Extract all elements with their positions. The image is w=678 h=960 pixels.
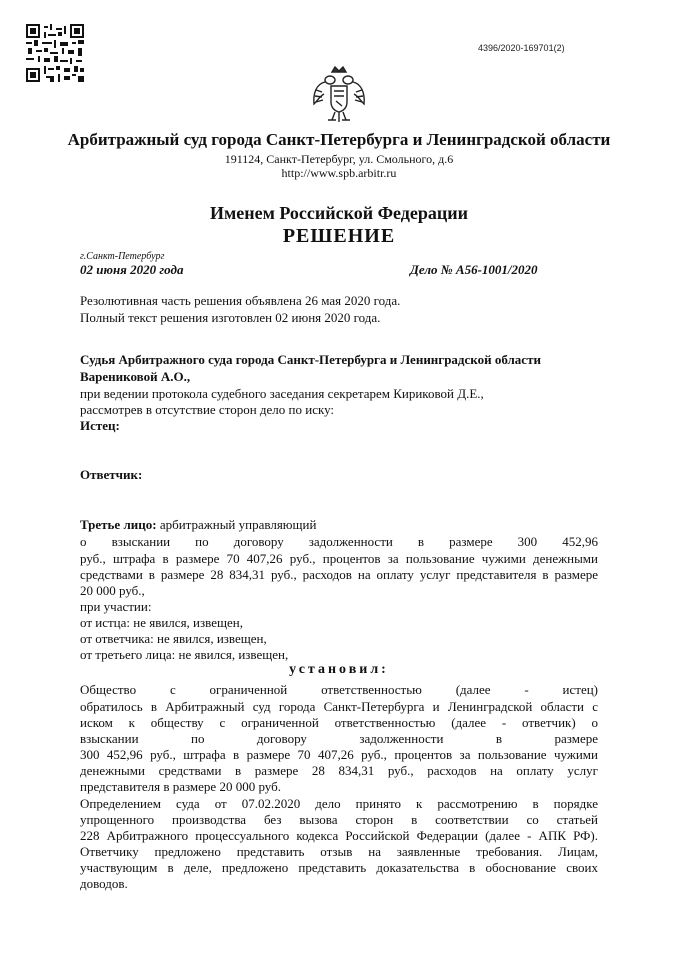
established-heading: установил:: [289, 662, 389, 677]
secretary-line: при ведении протокола судебного заседания секретарем Кириковой Д.Е.,: [80, 386, 484, 401]
participation-line: от третьего лица: не явился, извещен,: [80, 647, 289, 662]
body-line: представителя в размере 20 000 руб.: [80, 779, 281, 794]
body-line: упрощенного производства без вызова сторон в соответствии со статьей: [80, 812, 598, 827]
qr-code-icon: [26, 24, 84, 82]
body-line: Общество с ограниченной ответственностью (далее - истец): [80, 682, 598, 697]
decision-date: 02 июня 2020 года: [80, 262, 184, 277]
body-line: Определением суда от 07.02.2020 дело принято к рассмотрению в порядке: [80, 796, 598, 811]
body-line: доводов.: [80, 876, 128, 891]
claim-line: средствами в размере 28 834,31 руб., расходов на оплату услуг представителя в размере: [80, 567, 598, 582]
court-address: 191124, Санкт-Петербург, ул. Смольного, д.6: [224, 152, 454, 166]
court-name: Арбитражный суд города Санкт-Петербурга и Ленинградской области: [67, 130, 611, 149]
full-text-line: Полный текст решения изготовлен 02 июня 2020 года.: [80, 310, 381, 325]
plaintiff-label: Истец:: [80, 418, 120, 433]
body-line: 228 Арбитражного процессуального кодекса Российской Федерации (далее - АПК РФ).: [80, 828, 598, 843]
judge-line: Судья Арбитражного суда города Санкт-Петербурга и Ленинградской области: [80, 352, 541, 367]
body-line: обратилось в Арбитражный суд города Санкт-Петербурга и Ленинградской области с: [80, 699, 598, 714]
body-line: участвующим в деле, предложено представить доказательства в обоснование своих: [80, 860, 598, 875]
body-line: иском к обществу с ограниченной ответственностью (далее - ответчик) о: [80, 715, 598, 730]
body-line: 300 452,96 руб., штрафа в размере 70 407,26 руб., процентов за пользование чужими: [80, 747, 598, 762]
announcement-line: Резолютивная часть решения объявлена 26 мая 2020 года.: [80, 293, 401, 308]
consideration-line: рассмотрев в отсутствие сторон дело по иску:: [80, 402, 335, 417]
city: г.Санкт-Петербург: [80, 251, 165, 262]
in-name-heading: Именем Российской Федерации: [209, 203, 469, 223]
defendant-label: Ответчик:: [80, 467, 143, 482]
body-line: Ответчику предложено представить отзыв на заявленные требования. Лицам,: [80, 844, 598, 859]
decision-heading: РЕШЕНИЕ: [282, 225, 396, 247]
judge-name: Варениковой А.О.,: [80, 369, 191, 384]
participation-line: от истца: не явился, извещен,: [80, 615, 243, 630]
third-party-label: Третье лицо:: [80, 517, 157, 532]
participation-line: при участии:: [80, 599, 152, 614]
third-party-line: [80, 517, 316, 533]
participation-line: от ответчика: не явился, извещен,: [80, 631, 267, 646]
document-number: 4396/2020-169701(2): [478, 43, 565, 53]
claim-line: 20 000 руб.,: [80, 583, 145, 598]
claim-line: о взыскании по договору задолженности в размере 300 452,96: [80, 534, 598, 549]
case-number: Дело № А56-1001/2020: [410, 262, 538, 277]
claim-line: руб., штрафа в размере 70 407,26 руб., процентов за пользование чужими денежными: [80, 551, 598, 566]
coat-of-arms-icon: [310, 64, 368, 126]
body-line: взыскании по договору задолженности в размере: [80, 731, 598, 746]
court-website: http://www.spb.arbitr.ru: [281, 166, 397, 180]
third-party-text: арбитражный управляющий: [156, 517, 317, 532]
body-line: денежными средствами в размере 28 834,31 руб., расходов на оплату услуг: [80, 763, 598, 778]
